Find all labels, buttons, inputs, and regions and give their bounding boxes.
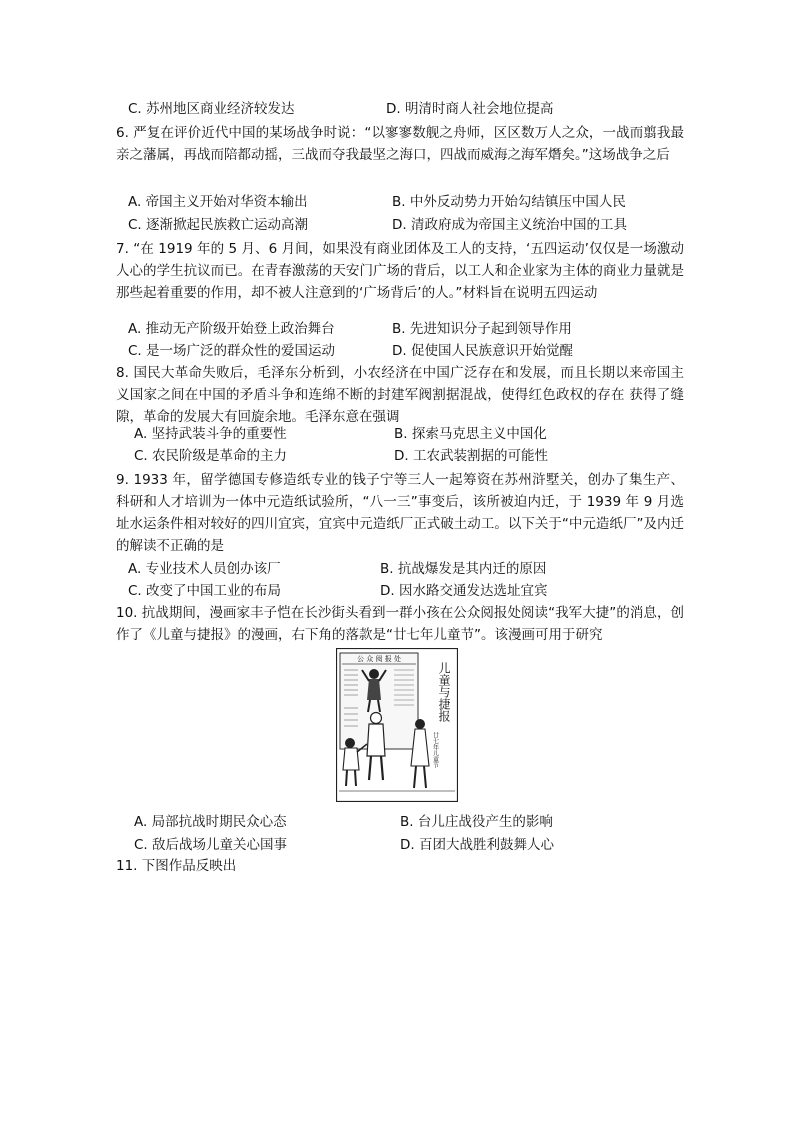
- q9-option-a: A. 专业技术人员创办该厂: [128, 561, 281, 577]
- q8-option-b: B. 探索马克思主义中国化: [394, 426, 547, 442]
- q6-option-c: C. 逐渐掀起民族救亡运动高潮: [128, 217, 309, 233]
- q6-stem: 6. 严复在评价近代中国的某场战争时说：“以寥寥数舰之舟师，区区数万人之众，一战而翦我最亲之藩属，再战而陪都动摇，三战而夺我最坚之海口，四战而威海之海军熸矣。”这场战争之后: [116, 125, 684, 163]
- q7-option-a: A. 推动无产阶级开始登上政治舞台: [128, 321, 335, 337]
- q9-option-b: B. 抗战爆发是其内迁的原因: [380, 561, 547, 577]
- q9-option-d: D. 因水路交通发达选址宜宾: [380, 583, 548, 599]
- q10-option-c: C. 敌后战场儿童关心国事: [134, 837, 288, 853]
- comic-inscription: 儿童与捷报: [437, 662, 451, 722]
- q7-option-b: B. 先进知识分子起到领导作用: [392, 321, 572, 337]
- q7-stem: 7. “在 1919 年的 5 月、6 月间，如果没有商业团体及工人的支持，‘五四运动’仅仅是一场激动人心的学生抗议而已。在青春激荡的天安门广场的背后，以工人和企业家为主体的商业力量就是那些起着重要的作用，却不被人注意到的‘广场背后’的人。”材料旨在说明五四运动: [116, 241, 684, 301]
- q7-option-d: D. 促使国人民族意识开始觉醒: [392, 343, 573, 359]
- q10-option-a: A. 局部抗战时期民众心态: [134, 814, 287, 830]
- comic-signature: 廿七年儿童节: [431, 732, 439, 768]
- q10-option-b: B. 台儿庄战役产生的影响: [400, 814, 553, 830]
- q5-option-c: C. 苏州地区商业经济较发达: [128, 101, 295, 117]
- q8-option-c: C. 农民阶级是革命的主力: [134, 448, 288, 464]
- q7-option-c: C. 是一场广泛的群众性的爱国运动: [128, 343, 336, 359]
- q9-option-c: C. 改变了中国工业的布局: [128, 583, 282, 599]
- comic-board-title: 公 众 阅 报 处: [357, 655, 401, 663]
- q5-option-d: D. 明清时商人社会地位提高: [386, 101, 554, 117]
- q10-stem: 10. 抗战期间，漫画家丰子恺在长沙街头看到一群小孩在公众阅报处阅读“我军大捷”的消息，创作了《儿童与捷报》的漫画，右下角的落款是“廿七年儿童节”。该漫画可用于研究: [116, 605, 684, 643]
- q10-option-d: D. 百团大战胜利鼓舞人心: [400, 837, 554, 853]
- q9-stem: 9. 1933 年，留学德国专修造纸专业的钱子宁等三人一起筹资在苏州浒墅关，创办了集生产、科研和人才培训为一体中元造纸试验所，“八一三”事变后，该所被迫内迁，于 1939 年 9 月选址水运条件相对较好的四川宜宾，宜宾中元造纸厂正式破土动工。以下关于“中元造纸厂”及内迁的解读不正确的是: [116, 472, 684, 554]
- q6-option-b: B. 中外反动势力开始勾结镇压中国人民: [392, 194, 626, 210]
- q6-option-d: D. 清政府成为帝国主义统治中国的工具: [392, 217, 627, 233]
- q11-stem: 11. 下图作品反映出: [116, 858, 237, 874]
- q6-option-a: A. 帝国主义开始对华资本输出: [128, 194, 308, 210]
- q8-option-d: D. 工农武装割据的可能性: [394, 448, 548, 464]
- q8-stem: 8. 国民大革命失败后，毛泽东分析到，小农经济在中国广泛存在和发展，而且长期以来帝国主义国家之间在中国的矛盾斗争和连绵不断的封建军阀割据混战，使得红色政权的存在 获得了缝隙，革命的发展大有回旋余地。毛泽东意在强调: [116, 365, 684, 425]
- q8-option-a: A. 坚持武装斗争的重要性: [134, 426, 287, 442]
- comic-children-and-victory-news: [336, 648, 458, 802]
